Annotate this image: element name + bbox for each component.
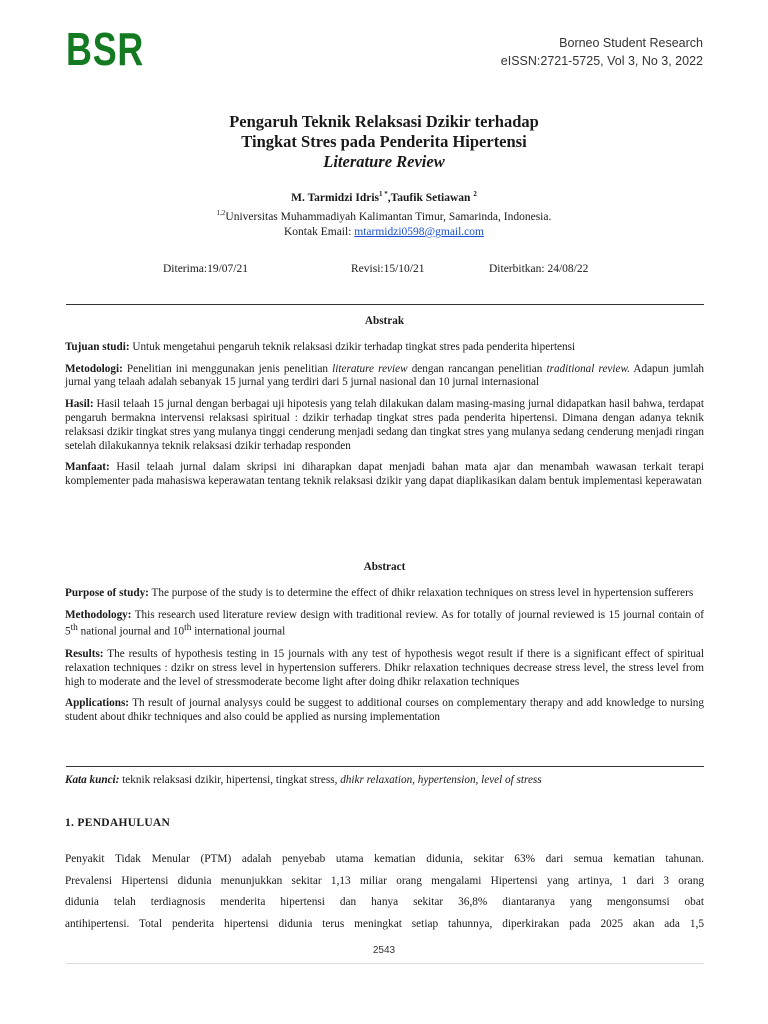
purpose-label: Purpose of study: <box>65 586 149 599</box>
metode-italic-2: traditional review. <box>546 362 630 375</box>
intro-line: didunia telah terdiagnosis menderita hipertensi dan hanya sekitar 36,8% diantaranya yang mengonsumsi obat <box>65 896 704 908</box>
tujuan-text: Untuk mengetahui pengaruh teknik relaksasi dzikir terhadap tingkat stres pada penderita hipertensi <box>129 340 576 353</box>
hasil-text: Hasil telaah 15 jurnal dengan berbagai uji hipotesis yang telah dilakukan dalam masing-masing jurnal didapatkan hasil bahwa, terdapat pengaruh bermakna intervensi relaksasi spiritual : dzikir terhadap tingkat stres pada penderita hipertensi. Dimana dengan adanya teknik relaksasi dzikir tingkat stres yang mulanya tinggi cenderung menjadi sedang dan tingkat stres yang mulanya sedang cenderung menjadi ringan setelah dilakukannya teknik relaksasi dzikir terhadap responden <box>65 398 704 452</box>
title-subtitle: Literature Review <box>323 152 445 171</box>
abstract-results <box>65 648 704 689</box>
method-text-3: international journal <box>191 626 286 639</box>
method-sup-2: th <box>184 623 192 634</box>
hasil-label: Hasil: <box>65 398 94 411</box>
authors-block <box>0 187 768 240</box>
author-names <box>0 187 768 206</box>
method-label: Methodology: <box>65 608 132 621</box>
title-line-1: Pengaruh Teknik Relaksasi Dzikir terhadap <box>229 112 539 131</box>
page-number: 2543 <box>372 945 396 956</box>
keywords-italic: dhikr relaxation, hypertension, level of stress <box>340 774 542 786</box>
intro-line: Prevalensi Hipertensi didunia menunjukkan sekitar 1,13 miliar orang mengalami Hipertensi yang artinya, 1 dari 3 orang <box>65 874 704 887</box>
divider-keywords <box>66 766 704 767</box>
author-1-sup: 1 * <box>379 190 388 198</box>
email-link[interactable]: mtarmidzi0598@gmail.com <box>354 225 484 238</box>
title-line-2: Tingkat Stres pada Penderita Hipertensi <box>241 132 527 151</box>
metode-text-3: Adapun jumlah jurnal yang telaah adalah sebanyak 15 jurnal yang terdiri dari 5 jurnal nasional dan 10 jurnal internasional <box>65 362 705 389</box>
journal-info <box>501 34 703 70</box>
contact-label: Kontak Email: <box>284 225 355 238</box>
apps-text: Th result of journal analysys could be suggest to additional courses on complementary therapy and add knowledge to nursing student about dhikr techniques and also could be applied as nursing implementation <box>65 697 704 724</box>
footer-divider <box>66 963 704 964</box>
title-block <box>0 112 768 172</box>
results-label: Results: <box>65 647 104 660</box>
abstrak-heading: Abstrak <box>364 315 405 327</box>
metode-label: Metodologi: <box>65 362 123 375</box>
metode-italic-1: literature review <box>332 362 408 375</box>
abstrak-section <box>65 315 704 497</box>
author-2: ,Taufik Setiawan <box>387 191 471 204</box>
contact <box>0 225 768 240</box>
divider-top <box>66 304 704 305</box>
purpose-text: The purpose of the study is to determine the effect of dhikr relaxation techniques on stress level in hypertension sufferers <box>148 586 694 599</box>
abstract-purpose <box>65 587 704 601</box>
apps-label: Applications: <box>65 697 130 710</box>
abstrak-hasil <box>65 398 704 453</box>
keywords <box>65 774 704 786</box>
method-text-2: national journal and 10 <box>77 626 185 639</box>
abstract-applications <box>65 697 704 725</box>
intro-paragraph <box>65 849 704 935</box>
method-sup-1: th <box>70 623 78 634</box>
intro-line: antihipertensi. Total penderita hipertensi didunia terus meningkat setiap tahunnya, diperkirakan pada 2025 akan ada 1,5 <box>65 917 704 930</box>
intro-line: Penyakit Tidak Menular (PTM) adalah penyebab utama kematian didunia, sekitar 63% dari semua kematian tahunan. <box>65 853 704 865</box>
affiliation <box>0 206 768 225</box>
author-2-sup: 2 <box>473 190 477 198</box>
metode-text-1: Penelitian ini menggunakan jenis penelitian <box>122 362 333 375</box>
author-1: M. Tarmidzi Idris <box>291 191 380 204</box>
abstract-section <box>65 561 704 733</box>
date-received: Diterima:19/07/21 <box>163 263 248 275</box>
journal-logo: BSR <box>66 23 145 75</box>
abstract-heading: Abstract <box>363 561 406 573</box>
metode-text-2: dengan rancangan penelitian <box>407 362 547 375</box>
section-heading: 1. PENDAHULUAN <box>65 817 171 829</box>
abstrak-tujuan <box>65 341 704 355</box>
keywords-label: Kata kunci: <box>65 774 120 786</box>
keywords-text: teknik relaksasi dzikir, hipertensi, tingkat stress, <box>119 774 341 786</box>
results-text: The results of hypothesis testing in 15 journals with any test of hypothesis wegot result if there is a significant effect of spiritual relaxation techniques : dzikr on stress level in hypertension sufferers. Dhikr relaxation techniques decrease stress level, the stress level from high to moderate and the level of stressmoderate become light after doing dhikr relaxation techniques <box>65 647 704 688</box>
manfaat-text: Hasil telaah jurnal dalam skripsi ini diharapkan dapat menjadi bahan mata ajar dan menambah wawasan terkait terapi komplementer pada mahasiswa keperawatan tentang teknik relaksasi dzikir yang dapat diaplikasikan dalam bentuk implementasi keperawatan <box>65 461 704 488</box>
abstrak-metodologi <box>65 363 704 391</box>
journal-issn: eISSN:2721-5725, Vol 3, No 3, 2022 <box>500 54 703 68</box>
journal-name: Borneo Student Research <box>559 36 703 50</box>
date-published: Diterbitkan: 24/08/22 <box>489 263 589 275</box>
abstrak-manfaat <box>65 461 704 489</box>
abstract-methodology <box>65 609 704 640</box>
affiliation-sup: 1,2 <box>216 208 226 217</box>
date-revised: Revisi:15/10/21 <box>351 263 425 275</box>
manfaat-label: Manfaat: <box>65 461 110 474</box>
tujuan-label: Tujuan studi: <box>65 340 130 353</box>
method-text-1: This research used literature review design with traditional review. As for totally of journal reviewed is 15 journal contain of 5 <box>65 608 704 639</box>
affiliation-text: Universitas Muhammadiyah Kalimantan Timur, Samarinda, Indonesia. <box>225 210 552 223</box>
